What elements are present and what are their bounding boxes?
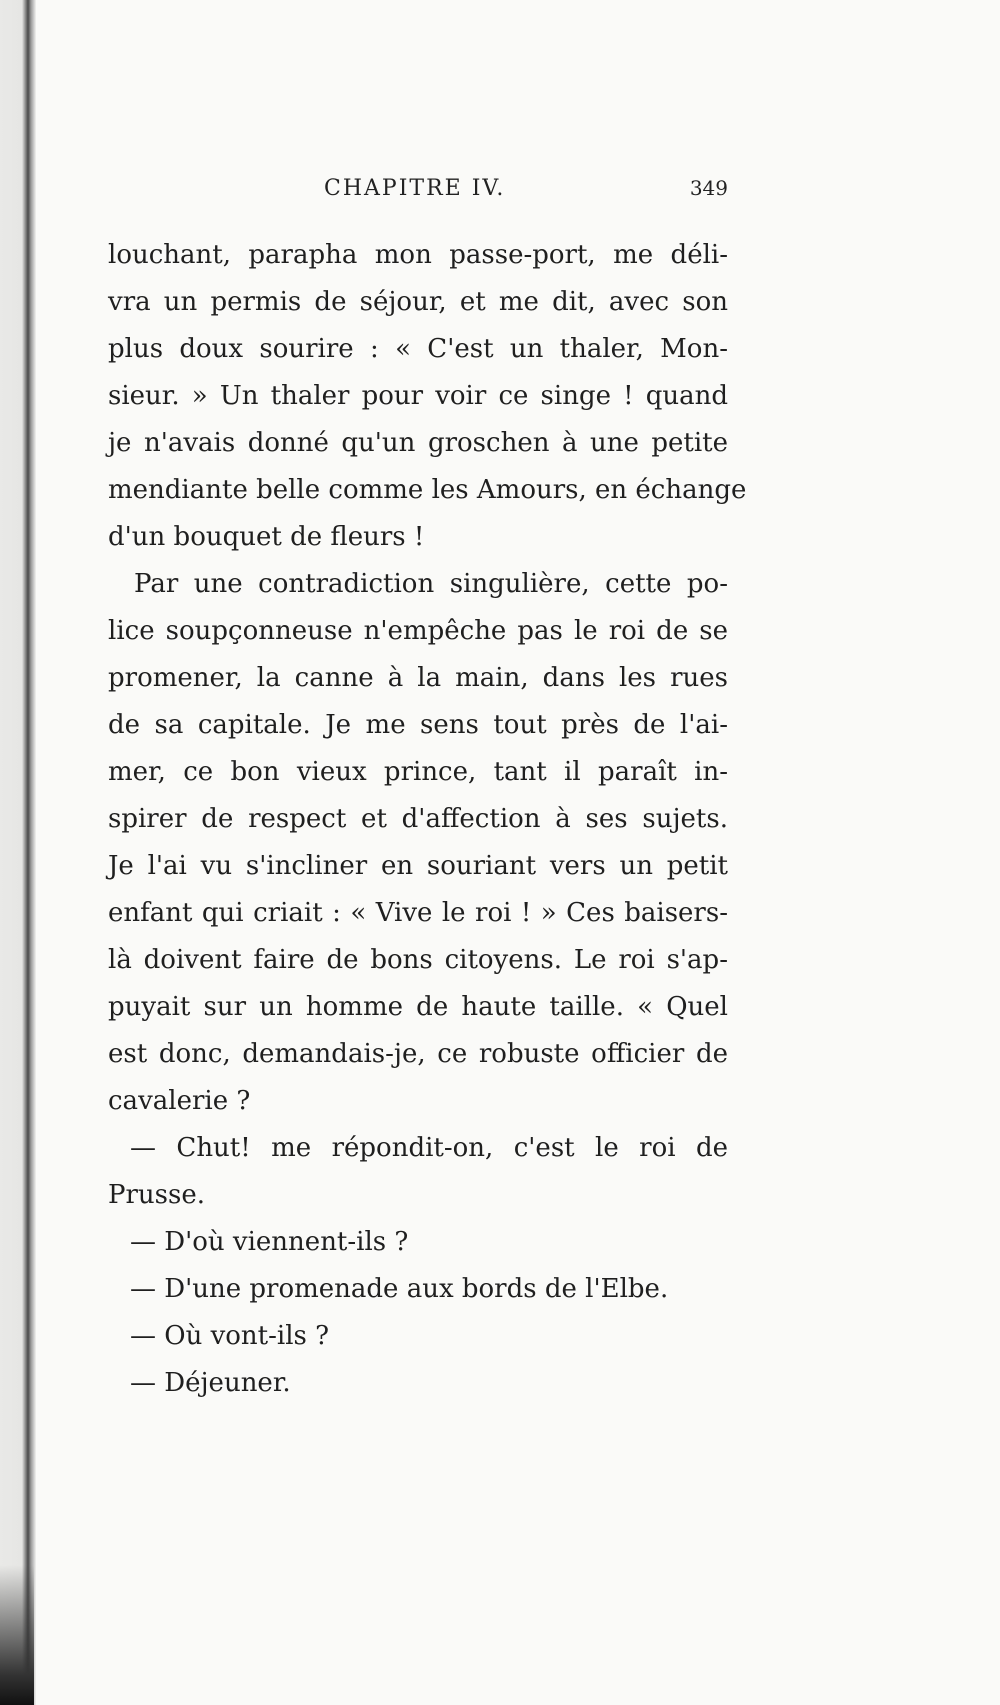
text-line: vra un permis de séjour, et me dit, avec son [108, 287, 728, 317]
text-line: cavalerie ? [108, 1086, 251, 1116]
text-line: lice soupçonneuse n'empêche pas le roi de se [108, 616, 728, 646]
text-line: promener, la canne à la main, dans les rues [108, 663, 728, 693]
text-line: puyait sur un homme de haute taille. « Quel [108, 992, 728, 1022]
text-line: mendiante belle comme les Amours, en échange [108, 475, 747, 505]
text-line: louchant, parapha mon passe-port, me déli- [108, 240, 728, 270]
body-text [108, 232, 747, 1407]
running-head [108, 176, 728, 206]
page-gutter-shadow [0, 0, 36, 1705]
text-line: spirer de respect et d'affection à ses sujets. [108, 804, 728, 834]
page-number: 349 [689, 176, 728, 200]
dialog-line: — D'où viennent-ils ? [130, 1227, 409, 1257]
text-line: de sa capitale. Je me sens tout près de l'ai- [108, 710, 728, 740]
text-line: Je l'ai vu s'incliner en souriant vers un petit [108, 851, 728, 881]
text-line: mer, ce bon vieux prince, tant il paraît in- [108, 757, 728, 787]
text-line: Prusse. [108, 1180, 206, 1210]
dialog-line: — D'une promenade aux bords de l'Elbe. [130, 1274, 669, 1304]
dialog-line: — Déjeuner. [130, 1368, 291, 1398]
text-line: sieur. » Un thaler pour voir ce singe ! quand [108, 381, 728, 411]
text-line: Par une contradiction singulière, cette po- [134, 569, 728, 599]
chapter-title: CHAPITRE IV. [324, 176, 506, 201]
page-gutter-corner [0, 1565, 34, 1705]
text-line: plus doux sourire : « C'est un thaler, Mon- [108, 334, 728, 364]
text-line: je n'avais donné qu'un groschen à une petite [108, 428, 728, 458]
text-line: est donc, demandais-je, ce robuste officier de [108, 1039, 728, 1069]
text-line: enfant qui criait : « Vive le roi ! » Ces baisers- [108, 898, 728, 928]
text-line: d'un bouquet de fleurs ! [108, 522, 425, 552]
dialog-line: — Où vont-ils ? [130, 1321, 330, 1351]
text-line: là doivent faire de bons citoyens. Le roi s'ap- [108, 945, 728, 975]
dialog-line: — Chut! me répondit-on, c'est le roi de [130, 1133, 728, 1163]
